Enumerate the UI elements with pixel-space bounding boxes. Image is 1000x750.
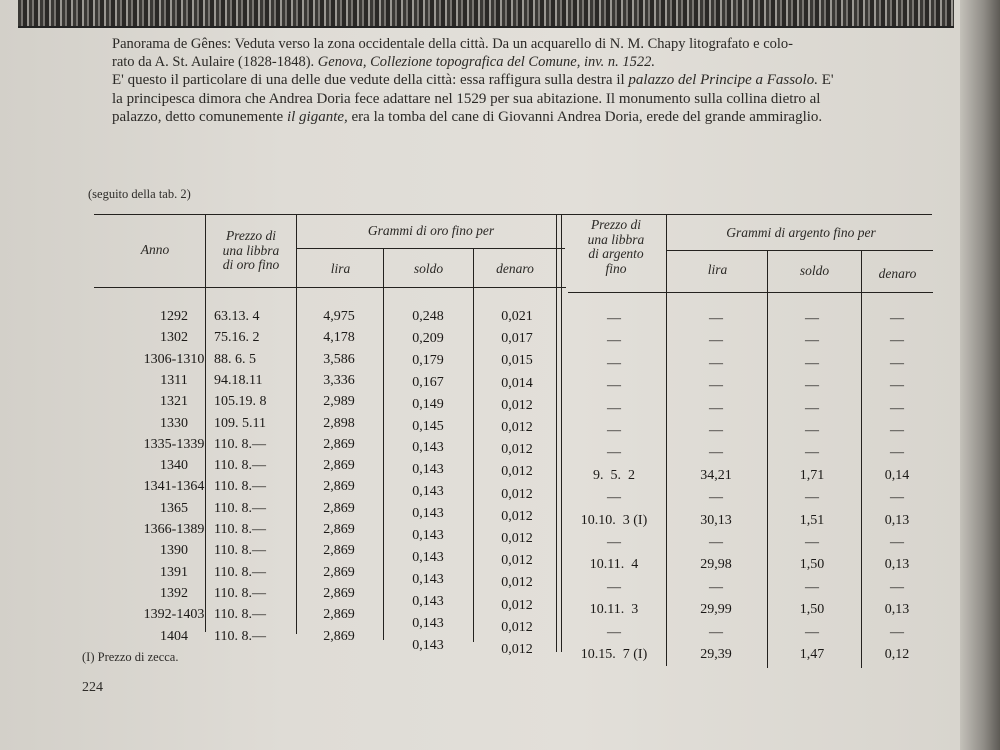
silver-denaro-cell: — — [890, 445, 904, 461]
silver-soldo-cell: — — [805, 378, 819, 394]
header-grammi-argento: Grammi di argento fino per — [726, 225, 876, 240]
gold-soldo-cell: 0,248 — [412, 309, 444, 324]
vline-lira — [383, 248, 384, 640]
gold-anno-cell: 1330 — [160, 415, 188, 431]
gold-prezzo-cell: 110. 8.— — [214, 543, 266, 559]
gold-soldo-cell: 0,143 — [412, 549, 444, 565]
silver-prezzo-cell: 10.11. 4 — [589, 557, 639, 573]
silver-subheader-rule — [667, 250, 933, 251]
silver-prezzo-cell: — — [607, 490, 621, 506]
gold-soldo-cell: 0,145 — [412, 418, 444, 434]
gold-anno-cell: 1392-1403 — [143, 607, 205, 623]
gold-prezzo-cell: 110. 8.— — [214, 564, 266, 580]
silver-soldo-cell: — — [805, 490, 819, 506]
book-gutter — [960, 0, 1000, 750]
gold-soldo-cell: 0,143 — [412, 593, 444, 609]
silver-soldo-cell: — — [805, 355, 819, 371]
silver-soldo-cell: 1,71 — [799, 467, 825, 483]
silver-lira-cell: — — [709, 378, 723, 394]
subheader-denaro-oro: denaro — [496, 261, 534, 276]
gold-lira-cell: 2,869 — [323, 585, 355, 601]
gold-denaro-cell: 0,021 — [501, 309, 533, 324]
header-anno: Anno — [140, 242, 170, 257]
gold-prezzo-cell: 110. 8.— — [214, 436, 266, 452]
silver-soldo-cell: — — [805, 423, 819, 438]
subheader-soldo-argento: soldo — [799, 263, 830, 278]
silver-lira-cell: 29,99 — [700, 602, 732, 618]
silver-prezzo-cell: — — [607, 423, 621, 438]
silver-lira-cell: — — [709, 445, 723, 461]
gold-anno-cell: 1302 — [160, 330, 188, 346]
gold-denaro-cell: 0,012 — [501, 575, 533, 591]
silver-soldo-cell: — — [805, 333, 819, 349]
gold-soldo-cell: 0,143 — [412, 506, 444, 522]
silver-prezzo-cell: 10.11. 3 — [589, 602, 639, 618]
silver-prezzo-cell: — — [607, 535, 621, 550]
silver-prezzo-cell: — — [607, 355, 621, 371]
gold-denaro-cell: 0,012 — [501, 619, 533, 635]
silver-denaro-cell: — — [890, 579, 904, 595]
gold-denaro-cell: 0,012 — [501, 597, 533, 613]
silver-lira-cell: — — [709, 333, 723, 349]
silver-denaro-cell: — — [890, 624, 904, 640]
gold-prezzo-cell: 63.13. 4 — [214, 309, 260, 324]
gold-prezzo-cell: 110. 8.— — [214, 458, 266, 474]
gold-prezzo-cell: 75.16. 2 — [214, 330, 260, 346]
gold-prezzo-cell: 110. 8.— — [214, 628, 266, 644]
header-grammi-oro: Grammi di oro fino per — [367, 223, 495, 238]
gold-lira-cell: 2,869 — [323, 628, 355, 644]
silver-denaro-cell: — — [890, 355, 904, 371]
subheader-lira-oro: lira — [330, 261, 351, 276]
gold-prezzo-cell: 94.18.11 — [214, 372, 263, 388]
gold-denaro-cell: 0,014 — [501, 375, 533, 391]
gold-anno-cell: 1392 — [160, 585, 188, 601]
silver-lira-cell: — — [709, 311, 723, 326]
gold-lira-cell: 2,869 — [323, 500, 355, 516]
page-number: 224 — [82, 680, 103, 695]
silver-soldo-cell: — — [805, 535, 819, 550]
silver-lira-cell: — — [709, 400, 723, 416]
caption-p2-line-2: la principesca dimora che Andrea Doria fece adattare nel 1529 per sua abitazione. Il monumento sulla collina dietro al — [112, 90, 821, 107]
gold-anno-cell: 1306-1310 — [143, 351, 205, 367]
silver-lira-cell: 30,13 — [700, 512, 732, 528]
gold-anno-cell: 1365 — [160, 500, 188, 516]
header-bottom-rule-right — [568, 292, 933, 293]
silver-prezzo-cell: 10.10. 3 (I) — [580, 512, 648, 528]
silver-denaro-cell: — — [890, 378, 904, 394]
subheader-denaro-argento: denaro — [878, 266, 917, 281]
silver-lira-cell: — — [709, 423, 723, 438]
gold-lira-cell: 3,586 — [323, 351, 355, 367]
silver-lira-cell: — — [709, 490, 723, 506]
gold-soldo-cell: 0,167 — [412, 374, 444, 390]
gold-lira-cell: 2,898 — [323, 415, 355, 431]
gold-soldo-cell: 0,149 — [412, 396, 444, 412]
gold-denaro-cell: 0,012 — [501, 553, 533, 569]
vline-double-a — [556, 214, 557, 652]
gold-anno-cell: 1391 — [160, 564, 188, 580]
silver-prezzo-cell: — — [607, 400, 621, 416]
silver-soldo-cell: 1,50 — [799, 602, 825, 618]
silver-denaro-cell: 0,12 — [884, 647, 910, 662]
silver-soldo-cell: 1,50 — [799, 557, 825, 573]
vline-double-b — [561, 214, 562, 652]
gold-soldo-cell: 0,143 — [412, 637, 444, 653]
gold-soldo-cell: 0,143 — [412, 528, 444, 543]
silver-lira-cell: 29,39 — [700, 647, 732, 662]
silver-lira-cell: — — [709, 579, 723, 595]
gold-prezzo-cell: 110. 8.— — [214, 522, 266, 537]
gold-prezzo-cell: 88. 6. 5 — [214, 351, 256, 367]
gold-anno-cell: 1311 — [160, 372, 188, 388]
gold-anno-cell: 1340 — [160, 458, 188, 474]
gold-denaro-cell: 0,012 — [501, 508, 533, 524]
silver-denaro-cell: 0,13 — [884, 602, 910, 618]
gold-soldo-cell: 0,143 — [412, 440, 444, 456]
vline-lira-argento — [767, 250, 768, 668]
gold-lira-cell: 2,869 — [323, 522, 355, 537]
silver-prezzo-cell: 10.15. 7 (I) — [580, 647, 648, 662]
silver-denaro-cell: — — [890, 333, 904, 349]
gold-soldo-cell: 0,209 — [412, 330, 444, 346]
silver-soldo-cell: — — [805, 311, 819, 326]
gold-prezzo-cell: 110. 8.— — [214, 479, 266, 495]
silver-denaro-cell: 0,13 — [884, 557, 910, 573]
footnote: (I) Prezzo di zecca. — [82, 650, 179, 664]
silver-soldo-cell: 1,51 — [799, 512, 825, 528]
gold-lira-cell: 2,869 — [323, 543, 355, 559]
gold-lira-cell: 2,869 — [323, 436, 355, 452]
gold-prezzo-cell: 109. 5.11 — [214, 415, 266, 431]
gold-soldo-cell: 0,179 — [412, 352, 444, 368]
silver-prezzo-cell: — — [607, 445, 621, 461]
gold-lira-cell: 2,869 — [323, 479, 355, 495]
silver-prezzo-cell: — — [607, 624, 621, 640]
silver-soldo-cell: — — [805, 579, 819, 595]
silver-denaro-cell: — — [890, 311, 904, 326]
gold-lira-cell: 3,336 — [323, 372, 355, 388]
gold-denaro-cell: 0,012 — [501, 642, 533, 657]
caption-p2-line-1: E' questo il particolare di una delle due vedute della città: essa raffigura sulla destra il palazzo del Principe a Fassolo. E' — [112, 72, 834, 88]
silver-lira-cell: 29,98 — [700, 557, 732, 573]
gold-anno-cell: 1335-1339 — [143, 436, 205, 452]
silver-lira-cell: 34,21 — [700, 467, 732, 483]
gold-lira-cell: 2,869 — [323, 607, 355, 623]
silver-lira-cell: — — [709, 624, 723, 640]
silver-denaro-cell: — — [890, 535, 904, 550]
gold-lira-cell: 4,178 — [323, 330, 355, 346]
silver-denaro-cell: — — [890, 490, 904, 506]
gold-soldo-cell: 0,143 — [412, 462, 444, 478]
gold-anno-cell: 1404 — [160, 628, 188, 644]
silver-prezzo-cell: — — [607, 333, 621, 349]
gold-prezzo-cell: 110. 8.— — [214, 585, 266, 601]
gold-denaro-cell: 0,015 — [501, 353, 533, 369]
gold-lira-cell: 2,869 — [323, 564, 355, 580]
gold-lira-cell: 2,869 — [323, 458, 355, 474]
gold-denaro-cell: 0,012 — [501, 442, 533, 458]
gold-prezzo-cell: 110. 8.— — [214, 607, 266, 623]
caption-line-2: rato da A. St. Aulaire (1828-1848). Genova, Collezione topografica del Comune, inv. n. 1522. — [112, 53, 656, 70]
silver-soldo-cell: — — [805, 624, 819, 640]
gold-denaro-cell: 0,012 — [501, 486, 533, 502]
gold-denaro-cell: 0,012 — [501, 464, 533, 480]
header-prezzo-oro: Prezzo di una libbra di oro fino — [222, 228, 280, 272]
gold-prezzo-cell: 105.19. 8 — [214, 394, 267, 410]
table-top-rule — [94, 214, 932, 215]
silver-soldo-cell: — — [805, 400, 819, 416]
silver-denaro-cell: — — [890, 423, 904, 438]
silver-lira-cell: — — [709, 535, 723, 550]
silver-soldo-cell: 1,47 — [799, 647, 825, 662]
silver-lira-cell: — — [709, 355, 723, 371]
header-prezzo-argento: Prezzo di una libbra di argento fino — [587, 217, 645, 276]
gold-anno-cell: 1390 — [160, 543, 188, 559]
silver-denaro-cell: 0,13 — [884, 512, 910, 528]
silver-soldo-cell: — — [805, 445, 819, 461]
gold-lira-cell: 4,975 — [323, 309, 355, 324]
gold-denaro-cell: 0,012 — [501, 397, 533, 413]
gold-anno-cell: 1341-1364 — [143, 479, 205, 495]
silver-denaro-cell: 0,14 — [884, 467, 910, 483]
silver-prezzo-cell: — — [607, 579, 621, 595]
gold-anno-cell: 1321 — [160, 394, 188, 410]
gold-soldo-cell: 0,143 — [412, 615, 444, 631]
caption-line-1: Panorama de Gênes: Veduta verso la zona occidentale della città. Da un acquarello di N. M. Chapy litografato e colo- — [112, 36, 793, 52]
silver-prezzo-cell: — — [607, 311, 621, 326]
gold-denaro-cell: 0,017 — [501, 331, 533, 347]
header-bottom-rule-left — [94, 287, 566, 288]
gold-anno-cell: 1366-1389 — [143, 522, 205, 537]
subheader-lira-argento: lira — [707, 262, 728, 277]
gold-lira-cell: 2,989 — [323, 394, 355, 410]
gold-subheader-rule — [297, 248, 565, 249]
gold-anno-cell: 1292 — [160, 309, 188, 324]
caption-p2-line-3: palazzo, detto comunemente il gigante, era la tomba del cane di Giovanni Andrea Doria, erede del grande ammiraglio. — [112, 109, 823, 125]
subheader-soldo-oro: soldo — [413, 261, 444, 276]
gold-denaro-cell: 0,012 — [501, 531, 533, 546]
silver-denaro-cell: — — [890, 400, 904, 416]
vline-prezzo-argento — [666, 214, 667, 666]
gold-prezzo-cell: 110. 8.— — [214, 500, 266, 516]
silver-prezzo-cell: — — [607, 378, 621, 394]
table-continuation-note: (seguito della tab. 2) — [88, 187, 191, 201]
silver-prezzo-cell: 9. 5. 2 — [593, 467, 635, 483]
gold-soldo-cell: 0,143 — [412, 484, 444, 500]
gold-soldo-cell: 0,143 — [412, 571, 444, 587]
gold-denaro-cell: 0,012 — [501, 420, 533, 435]
vline-soldo — [473, 248, 474, 642]
